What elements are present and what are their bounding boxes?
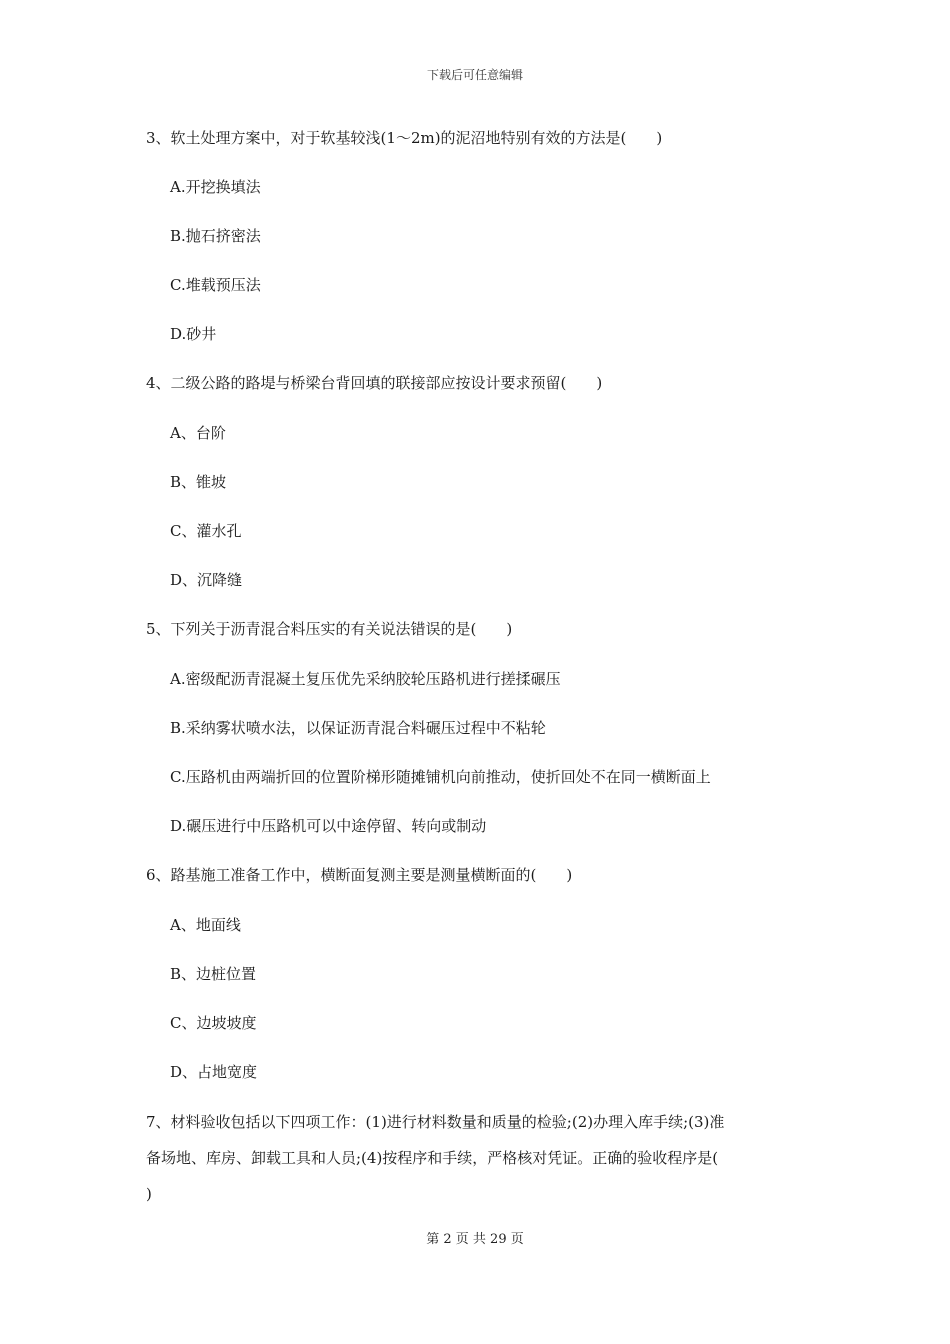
question-6-stem: 6、路基施工准备工作中，横断面复测主要是测量横断面的( ) (146, 866, 573, 884)
question-6-option-d: D、占地宽度 (170, 1063, 258, 1081)
question-4-option-c: C、灌水孔 (170, 522, 242, 540)
question-5-option-a: A.密级配沥青混凝土复压优先采纳胶轮压路机进行搓揉碾压 (170, 670, 561, 688)
question-7-stem-line-1: 7、材料验收包括以下四项工作：(1)进行材料数量和质量的检验;(2)办理入库手续;(3)准 (146, 1113, 725, 1131)
question-5-option-b: B.采纳雾状喷水法，以保证沥青混合料碾压过程中不粘轮 (170, 719, 546, 737)
question-4-option-b: B、锥坡 (170, 473, 227, 491)
question-5-option-d: D.碾压进行中压路机可以中途停留、转向或制动 (170, 817, 487, 835)
question-4-stem: 4、二级公路的路堤与桥梁台背回填的联接部应按设计要求预留( ) (146, 374, 603, 392)
question-7-stem-line-3: ) (146, 1185, 152, 1203)
page-header: 下载后可任意编辑 (426, 68, 523, 82)
page-footer: 第 2 页 共 29 页 (426, 1232, 524, 1247)
question-3-option-a: A.开挖换填法 (170, 178, 261, 196)
question-7-stem-line-2: 备场地、库房、卸载工具和人员;(4)按程序和手续，严格核对凭证。正确的验收程序是( (146, 1149, 719, 1167)
question-6-option-c: C、边坡坡度 (170, 1014, 257, 1032)
question-4-option-a: A、台阶 (170, 424, 226, 442)
question-5-option-c: C.压路机由两端折回的位置阶梯形随摊铺机向前推动，使折回处不在同一横断面上 (170, 768, 711, 786)
question-6-option-b: B、边桩位置 (170, 965, 257, 983)
question-3-stem: 3、软土处理方案中，对于软基较浅(1～2m)的泥沼地特别有效的方法是( ) (146, 129, 663, 147)
question-4-option-d: D、沉降缝 (170, 571, 243, 589)
question-5-stem: 5、下列关于沥青混合料压实的有关说法错误的是( ) (146, 620, 513, 638)
question-3-option-c: C.堆载预压法 (170, 276, 261, 294)
question-6-option-a: A、地面线 (170, 916, 241, 934)
question-3-option-b: B.抛石挤密法 (170, 227, 261, 245)
question-3-option-d: D.砂井 (170, 325, 217, 343)
